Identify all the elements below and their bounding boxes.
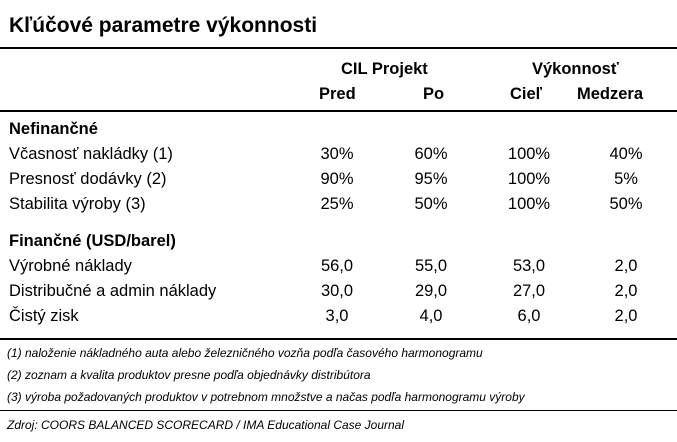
cell-po: 4,0	[419, 307, 443, 325]
footnote: (3) výroba požadovaných produktov v potrebnom množstve a načas podľa harmonogramu výroby	[7, 390, 525, 404]
table-bottom-rule	[0, 338, 677, 340]
row-label: Stabilita výroby (3)	[9, 195, 146, 213]
cell-ciel: 27,0	[512, 282, 546, 300]
cell-ciel: 100%	[507, 170, 551, 188]
table-row	[0, 195, 677, 219]
cell-pred: 56,0	[320, 257, 354, 275]
title-rule	[0, 47, 677, 49]
header-rule	[0, 110, 677, 112]
row-label: Čistý zisk	[9, 307, 79, 325]
column-header-po: Po	[423, 85, 445, 103]
cell-po: 55,0	[414, 257, 448, 275]
section-heading-financne: Finančné (USD/barel)	[9, 232, 176, 250]
cell-medzera: 2,0	[614, 257, 638, 275]
cell-pred: 30%	[320, 145, 354, 163]
cell-ciel: 100%	[507, 145, 551, 163]
footnote-rule	[0, 410, 677, 411]
footnote: (2) zoznam a kvalita produktov presne podľa objednávky distribútora	[7, 368, 371, 382]
cell-po: 60%	[414, 145, 448, 163]
row-label: Distribučné a admin náklady	[9, 282, 217, 300]
source-note: Zdroj: COORS BALANCED SCORECARD / IMA Educational Case Journal	[7, 418, 405, 432]
column-header-ciel: Cieľ	[510, 85, 543, 103]
cell-pred: 90%	[320, 170, 354, 188]
cell-medzera: 50%	[609, 195, 643, 213]
column-header-medzera: Medzera	[577, 85, 644, 103]
footnote: (1) naloženie nákladného auta alebo železničného vozňa podľa časového harmonogramu	[7, 346, 483, 360]
cell-ciel: 53,0	[512, 257, 546, 275]
table-row	[0, 282, 677, 306]
page-title: Kľúčové parametre výkonnosti	[9, 14, 318, 37]
cell-pred: 25%	[320, 195, 354, 213]
table-row	[0, 257, 677, 281]
cell-pred: 3,0	[325, 307, 349, 325]
cell-medzera: 2,0	[614, 307, 638, 325]
cell-po: 29,0	[414, 282, 448, 300]
table-row	[0, 307, 677, 331]
column-header-pred: Pred	[319, 85, 356, 103]
row-label: Včasnosť nakládky (1)	[9, 145, 173, 163]
group-header-vykonnost: Výkonnosť	[532, 60, 619, 78]
cell-medzera: 5%	[614, 170, 638, 188]
row-label: Výrobné náklady	[9, 257, 132, 275]
row-label: Presnosť dodávky (2)	[9, 170, 167, 188]
group-header-cil-projekt: CIL Projekt	[341, 60, 428, 78]
cell-po: 50%	[414, 195, 448, 213]
cell-medzera: 40%	[609, 145, 643, 163]
cell-ciel: 6,0	[517, 307, 541, 325]
cell-po: 95%	[414, 170, 448, 188]
section-heading-nefinancne: Nefinančné	[9, 120, 98, 138]
table-row	[0, 145, 677, 169]
cell-pred: 30,0	[320, 282, 354, 300]
cell-ciel: 100%	[507, 195, 551, 213]
table-row	[0, 170, 677, 194]
cell-medzera: 2,0	[614, 282, 638, 300]
